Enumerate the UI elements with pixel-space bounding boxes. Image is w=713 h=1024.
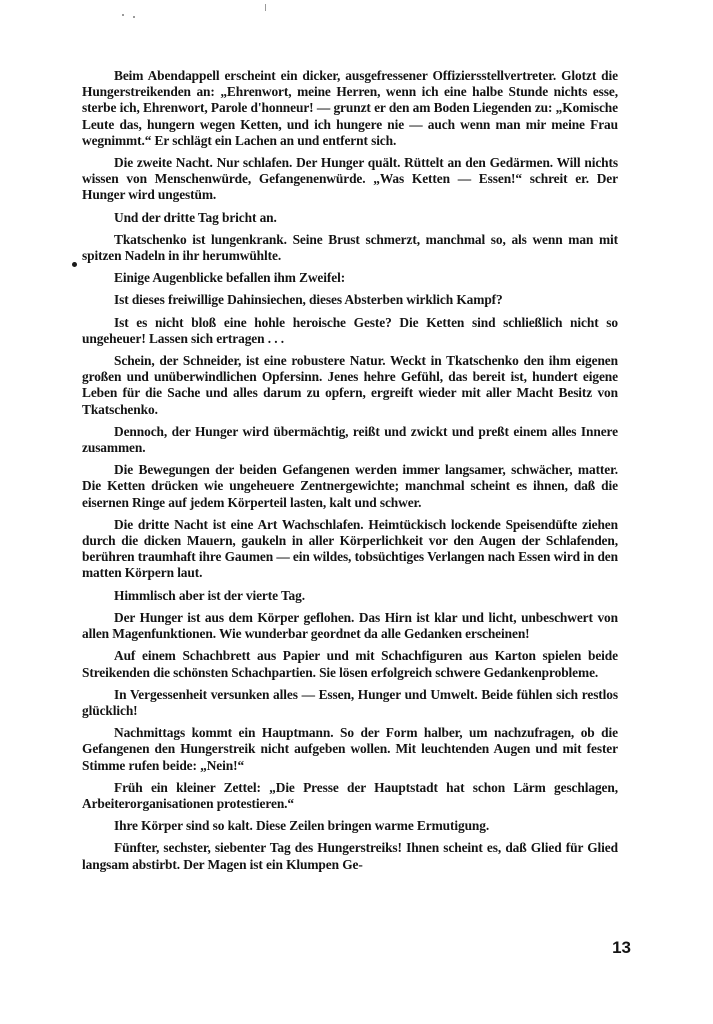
paragraph: Die Bewegungen der beiden Gefangenen werden immer langsamer, schwächer, matter. Die Ketten drücken wie ungeheuere Zentnergewichte; manchmal scheint es ihnen, daß die eisernen Ringe auf jedem Körperteil lasten, kalt und schwer. [82,462,618,510]
paragraph: Himmlisch aber ist der vierte Tag. [114,587,305,603]
ink-dot [72,262,77,267]
paragraph: Fünfter, sechster, siebenter Tag des Hungerstreiks! Ihnen scheint es, daß Glied für Glied langsam abstirbt. Der Magen ist ein Klumpen Ge- [82,840,618,872]
body-text [82,68,618,879]
paragraph: Der Hunger ist aus dem Körper geflohen. Das Hirn ist klar und licht, unbeschwert von allen Magenfunktionen. Wie wunderbar geordnet da alle Gedanken erscheinen! [82,609,618,642]
paragraph: Einige Augenblicke befallen ihm Zweifel: [114,270,346,286]
paragraph: Ist dieses freiwillige Dahinsiechen, dieses Absterben wirklich Kampf? [114,292,503,308]
paragraph: Tkatschenko ist lungenkrank. Seine Brust schmerzt, manchmal so, als wenn man mit spitzen Nadeln in ihr herumwühlte. [82,231,618,264]
paragraph: Dennoch, der Hunger wird übermächtig, reißt und zwickt und preßt einem alles Innere zusammen. [82,423,618,456]
paragraph: Ist es nicht bloß eine hohle heroische Geste? Die Ketten sind schließlich nicht so ungeheuer! Lassen sich ertragen . . . [82,314,618,346]
print-speck [122,14,124,16]
print-speck [133,16,135,18]
paragraph: Beim Abendappell erscheint ein dicker, ausgefressener Offiziersstellvertreter. Glotzt die Hungerstreikenden an: „Ehrenwort, meine Herren, wenn ich eine halbe Stunde nichts esse, sterbe ich, Ehrenwort, Parole d'honneur! — grunzt er den am Boden Liegenden zu: „Komische Leute das, hungern wegen Ketten, und ich hungere nie — auch wenn man mir meine Frau wegnimmt.“ Er schlägt ein Lachen an und entfernt sich. [82,68,618,148]
paragraph: Früh ein kleiner Zettel: „Die Presse der Hauptstadt hat schon Lärm geschlagen, Arbeiterorganisationen protestieren.“ [82,779,618,811]
paragraph: Die dritte Nacht ist eine Art Wachschlafen. Heimtückisch lockende Speisendüfte ziehen durch die dicken Mauern, gaukeln in aller Körperlichkeit vor den Augen der Schlafenden, berühren traumhaft ihre Gaumen — ein wildes, tobsüchtiges Verlangen nach Essen wird in den matten Körpern laut. [82,516,618,581]
paragraph: In Vergessenheit versunken alles — Essen, Hunger und Umwelt. Beide fühlen sich restlos glücklich! [82,686,618,718]
paragraph: Und der dritte Tag bricht an. [114,209,277,225]
paragraph: Nachmittags kommt ein Hauptmann. So der Form halber, um nachzufragen, ob die Gefangenen den Hungerstreik nicht aufgeben wollen. Mit leuchtenden Augen und mit fester Stimme rufen beide: „Nein!“ [82,725,618,773]
print-speck [265,4,266,11]
page-number: 13 [612,938,631,957]
paragraph: Die zweite Nacht. Nur schlafen. Der Hunger quält. Rüttelt an den Gedärmen. Will nichts wissen von Menschenwürde, Gefangenenwürde. „Was Ketten — Essen!“ schreit er. Der Hunger wird ungestüm. [82,155,618,203]
paragraph: Ihre Körper sind so kalt. Diese Zeilen bringen warme Ermutigung. [114,818,490,834]
paragraph: Auf einem Schachbrett aus Papier und mit Schachfiguren aus Karton spielen beide Streikenden die schönsten Schachpartien. Sie lösen erfolgreich schwere Gedankenprobleme. [82,648,618,680]
paragraph: Schein, der Schneider, ist eine robustere Natur. Weckt in Tkatschenko den ihm eigenen großen und unüberwindlichen Opfersinn. Jenes hehre Gefühl, das bereit ist, hundert eigene Leben für die Sache und alles darum zu opfern, ergreift wieder mit aller Macht Besitz von Tkatschenko. [82,353,618,417]
